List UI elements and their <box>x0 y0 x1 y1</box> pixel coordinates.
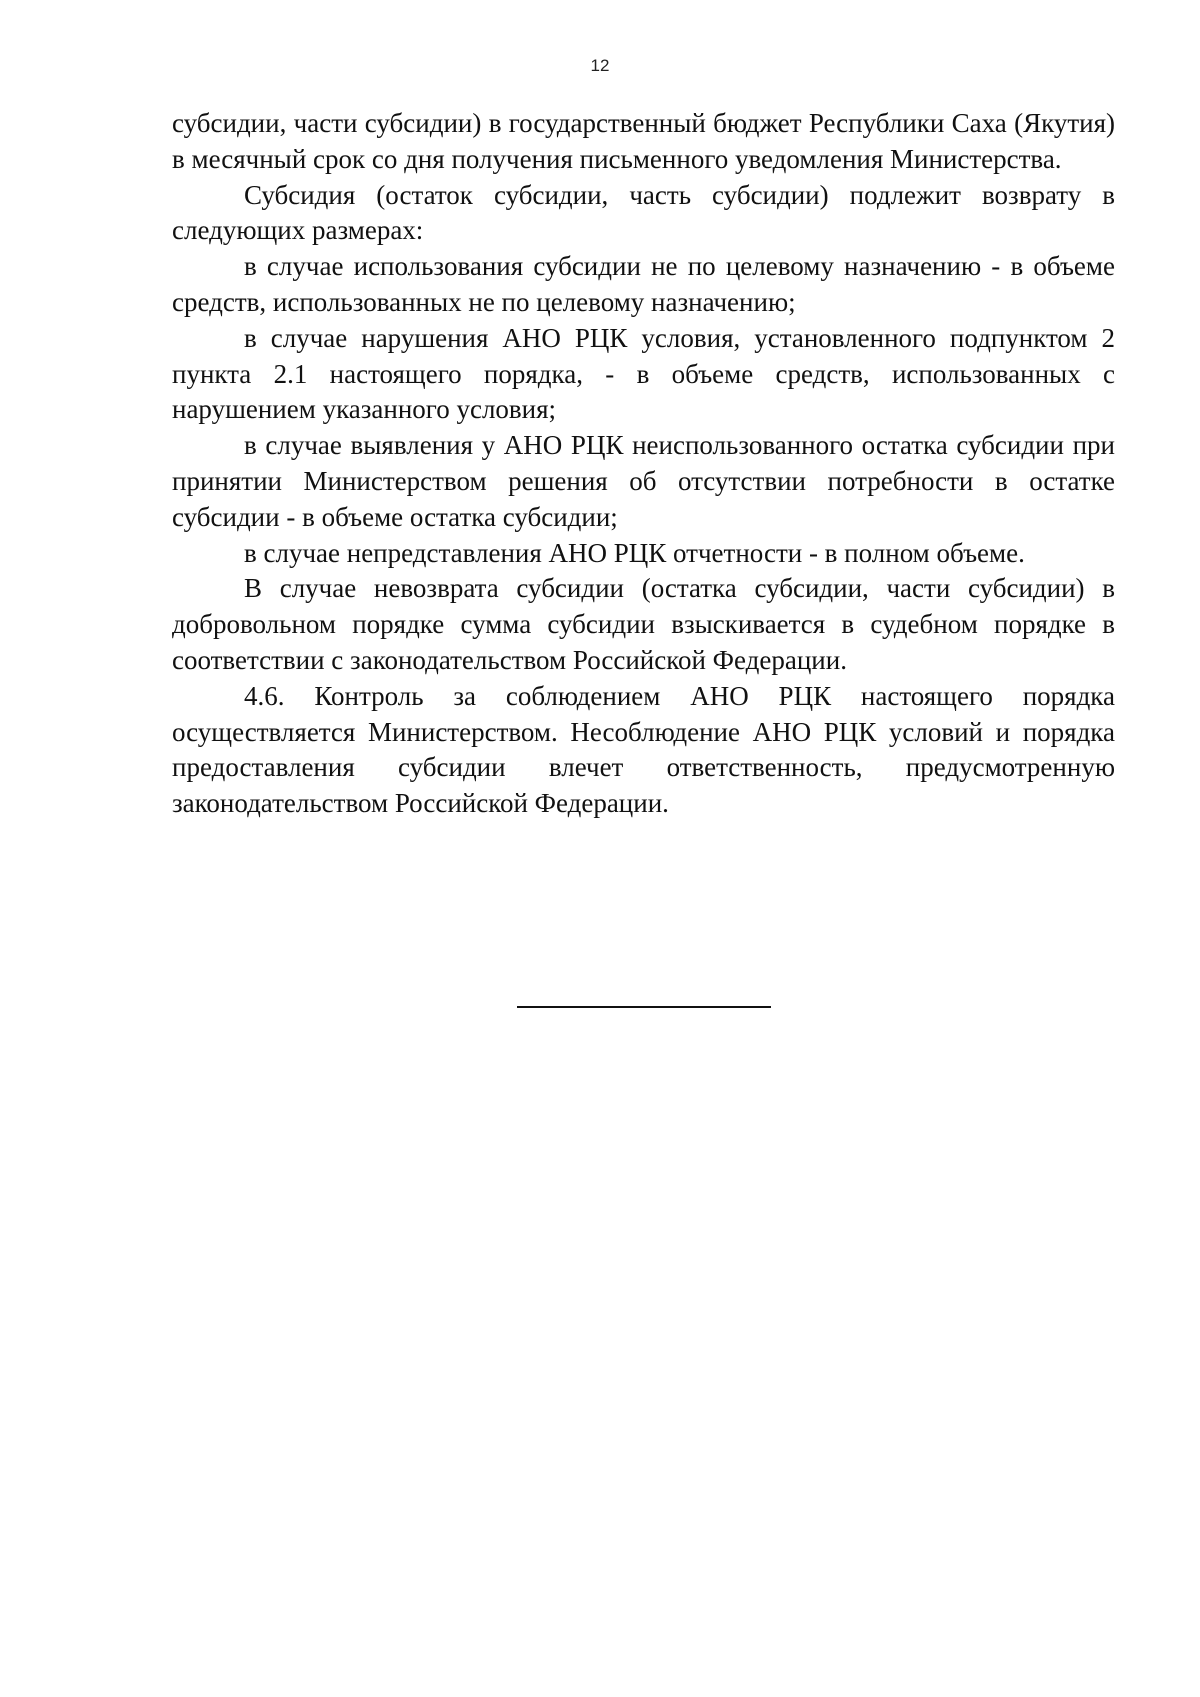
paragraph-continuation: субсидии, части субсидии) в государственный бюджет Республики Саха (Якутия) в месячный срок со дня получения письменного уведомления Министерства. <box>172 108 1115 174</box>
paragraph-violation-case: в случае нарушения АНО РЦК условия, установленного подпунктом 2 пункта 2.1 настоящего порядка, - в объеме средств, использованных с нарушением указанного условия; <box>172 322 1115 425</box>
end-of-document-rule <box>517 1006 771 1008</box>
paragraph-non-return: В случае невозврата субсидии (остатка субсидии, части субсидии) в добровольном порядке сумма субсидии взыскивается в судебном порядке в соответствии с законодательством Российской Федерации. <box>172 573 1115 675</box>
paragraph-no-report-case: в случае непредставления АНО РЦК отчетности - в полном объеме. <box>244 537 1025 568</box>
paragraph-section-4-6: 4.6. Контроль за соблюдением АНО РЦК настоящего порядка осуществляется Министерством. Несоблюдение АНО РЦК условий и порядка предоставления субсидии влечет ответственность, предусмотренную законодательством Российской Федерации. <box>172 680 1115 819</box>
paragraph-misuse-case: в случае использования субсидии не по целевому назначению - в объеме средств, использованных не по целевому назначению; <box>172 251 1115 317</box>
page-number: 12 <box>590 56 610 75</box>
document-body <box>172 106 1115 822</box>
paragraph-refund-sizes: Субсидия (остаток субсидии, часть субсидии) подлежит возврату в следующих размерах: <box>172 179 1115 246</box>
paragraph-unused-balance-case: в случае выявления у АНО РЦК неиспользованного остатка субсидии при принятии Министерством решения об отсутствии потребности в остатке субсидии - в объеме остатка субсидии; <box>172 430 1115 532</box>
